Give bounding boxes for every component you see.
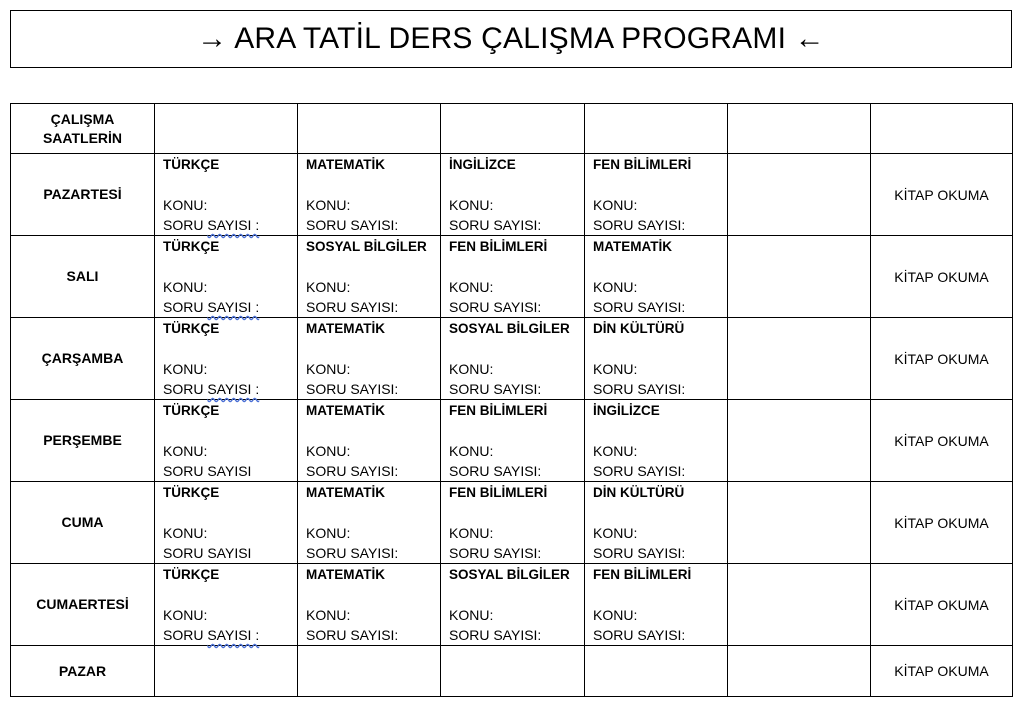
subject-name: TÜRKÇE [163,403,220,418]
subject-name: TÜRKÇE [163,239,220,254]
subject-name: SOSYAL BİLGİLER [449,321,570,336]
empty-cell[interactable] [728,400,871,482]
subject-name: MATEMATİK [306,403,385,418]
subject-name: MATEMATİK [306,567,385,582]
konu-label: KONU: [449,197,494,213]
subject-cell[interactable] [441,236,585,318]
soru-label-underlined: SAYISI : [207,627,260,643]
day-row [11,318,1013,400]
reading-cell: KİTAP OKUMA [871,318,1013,400]
soru-sayisi-label: SORU SAYISI: [306,627,399,643]
konu-label: KONU: [306,197,351,213]
subject-name: FEN BİLİMLERİ [593,157,692,172]
konu-label: KONU: [306,443,351,459]
konu-label: KONU: [306,361,351,377]
konu-label: KONU: [306,279,351,295]
subject-cell[interactable] [155,482,298,564]
reading-cell: KİTAP OKUMA [871,400,1013,482]
soru-sayisi-label: SORU SAYISI: [306,545,399,561]
soru-label-part: SORU SAYISI [163,463,252,479]
subject-name: MATEMATİK [306,485,385,500]
day-name-cell: ÇARŞAMBA [11,318,155,400]
soru-label-part: SORU [163,299,204,315]
konu-label: KONU: [306,525,351,541]
soru-sayisi-label [155,461,297,481]
konu-label: KONU: [449,607,494,623]
subject-name: MATEMATİK [306,157,385,172]
day-row [11,154,1013,236]
soru-sayisi-label: SORU SAYISI: [593,217,686,233]
konu-label: KONU: [306,607,351,623]
soru-label-underlined: SAYISI : [207,217,260,233]
soru-sayisi-label: SORU SAYISI: [593,463,686,479]
day-row-last [11,646,1013,697]
konu-label: KONU: [163,279,208,295]
empty-cell[interactable] [728,646,871,697]
empty-cell[interactable] [728,318,871,400]
subject-name: DİN KÜLTÜRÜ [593,321,685,336]
soru-sayisi-label: SORU SAYISI: [449,217,542,233]
soru-label-part: SORU [163,217,204,233]
konu-label: KONU: [593,607,638,623]
reading-cell: KİTAP OKUMA [871,564,1013,646]
soru-sayisi-label: SORU SAYISI: [449,299,542,315]
empty-cell[interactable] [298,104,441,154]
reading-cell: KİTAP OKUMA [871,236,1013,318]
day-name-cell: PAZARTESİ [11,154,155,236]
subject-name: MATEMATİK [593,239,672,254]
subject-cell[interactable] [155,400,298,482]
subject-name: İNGİLİZCE [449,157,516,172]
page-title: → ARA TATİL DERS ÇALIŞMA PROGRAMI ← [10,10,1012,68]
reading-cell: KİTAP OKUMA [871,154,1013,236]
subject-cell[interactable] [441,482,585,564]
subject-name: FEN BİLİMLERİ [449,485,548,500]
empty-cell[interactable] [155,646,298,697]
empty-cell[interactable] [441,646,585,697]
soru-label-underlined: SAYISI : [207,299,260,315]
soru-label-part: SORU [163,627,204,643]
konu-label: KONU: [449,279,494,295]
konu-label: KONU: [449,525,494,541]
soru-sayisi-label [155,379,297,399]
day-row [11,564,1013,646]
subject-name: FEN BİLİMLERİ [449,239,548,254]
day-name-cell: PERŞEMBE [11,400,155,482]
empty-cell[interactable] [728,104,871,154]
subject-cell[interactable] [298,236,441,318]
soru-sayisi-label: SORU SAYISI: [593,299,686,315]
day-name-cell: SALI [11,236,155,318]
subject-name: İNGİLİZCE [593,403,660,418]
header-row [11,104,1013,154]
konu-label: KONU: [593,361,638,377]
soru-sayisi-label [155,297,297,317]
subject-cell[interactable] [585,236,728,318]
schedule-table [10,103,1013,697]
konu-label: KONU: [163,361,208,377]
subject-name: DİN KÜLTÜRÜ [593,485,685,500]
subject-name: SOSYAL BİLGİLER [306,239,427,254]
subject-cell[interactable] [585,564,728,646]
soru-sayisi-label: SORU SAYISI: [449,627,542,643]
day-name-cell: CUMA [11,482,155,564]
konu-label: KONU: [163,443,208,459]
day-row [11,400,1013,482]
empty-cell[interactable] [728,154,871,236]
soru-sayisi-label: SORU SAYISI: [593,545,686,561]
empty-cell[interactable] [298,646,441,697]
soru-sayisi-label: SORU SAYISI: [449,545,542,561]
subject-cell[interactable] [441,400,585,482]
empty-cell[interactable] [728,564,871,646]
subject-cell[interactable] [298,318,441,400]
konu-label: KONU: [163,197,208,213]
subject-cell[interactable] [585,318,728,400]
subject-cell[interactable] [155,154,298,236]
konu-label: KONU: [593,279,638,295]
soru-sayisi-label: SORU SAYISI: [306,381,399,397]
soru-sayisi-label: SORU SAYISI: [306,217,399,233]
subject-name: TÜRKÇE [163,485,220,500]
empty-cell[interactable] [155,104,298,154]
day-row [11,482,1013,564]
subject-cell[interactable] [298,482,441,564]
day-name-cell: PAZAR [11,646,155,697]
empty-cell[interactable] [585,104,728,154]
subject-cell[interactable] [441,318,585,400]
soru-sayisi-label [155,215,297,235]
subject-cell[interactable] [155,564,298,646]
empty-cell[interactable] [585,646,728,697]
empty-cell[interactable] [871,104,1013,154]
soru-sayisi-label: SORU SAYISI: [306,463,399,479]
konu-label: KONU: [449,361,494,377]
soru-label-part: SORU [163,381,204,397]
subject-name: TÜRKÇE [163,567,220,582]
hours-header-cell [11,104,155,154]
subject-cell[interactable] [441,154,585,236]
konu-label: KONU: [449,443,494,459]
subject-name: SOSYAL BİLGİLER [449,567,570,582]
soru-sayisi-label: SORU SAYISI: [593,627,686,643]
subject-name: MATEMATİK [306,321,385,336]
konu-label: KONU: [593,197,638,213]
subject-cell[interactable] [298,564,441,646]
subject-cell[interactable] [155,318,298,400]
day-row [11,236,1013,318]
soru-sayisi-label: SORU SAYISI: [306,299,399,315]
subject-name: TÜRKÇE [163,321,220,336]
konu-label: KONU: [593,525,638,541]
day-name-cell: CUMAERTESİ [11,564,155,646]
subject-cell[interactable] [585,154,728,236]
soru-sayisi-label [155,625,297,645]
konu-label: KONU: [163,525,208,541]
empty-cell[interactable] [728,482,871,564]
subject-cell[interactable] [155,236,298,318]
subject-cell[interactable] [298,400,441,482]
hours-header-line2: SAATLERİN [42,129,123,146]
subject-name: FEN BİLİMLERİ [593,567,692,582]
soru-label-underlined: SAYISI : [207,381,260,397]
soru-sayisi-label: SORU SAYISI: [449,463,542,479]
empty-cell[interactable] [728,236,871,318]
subject-cell[interactable] [441,564,585,646]
soru-label-part: SORU SAYISI [163,545,252,561]
konu-label: KONU: [163,607,208,623]
subject-cell[interactable] [585,482,728,564]
hours-header-line1: ÇALIŞMA [50,110,115,127]
subject-cell[interactable] [585,400,728,482]
reading-cell: KİTAP OKUMA [871,482,1013,564]
konu-label: KONU: [593,443,638,459]
reading-cell: KİTAP OKUMA [871,646,1013,697]
soru-sayisi-label: SORU SAYISI: [449,381,542,397]
soru-sayisi-label: SORU SAYISI: [593,381,686,397]
soru-sayisi-label [155,543,297,563]
subject-name: TÜRKÇE [163,157,220,172]
subject-cell[interactable] [298,154,441,236]
subject-name: FEN BİLİMLERİ [449,403,548,418]
empty-cell[interactable] [441,104,585,154]
